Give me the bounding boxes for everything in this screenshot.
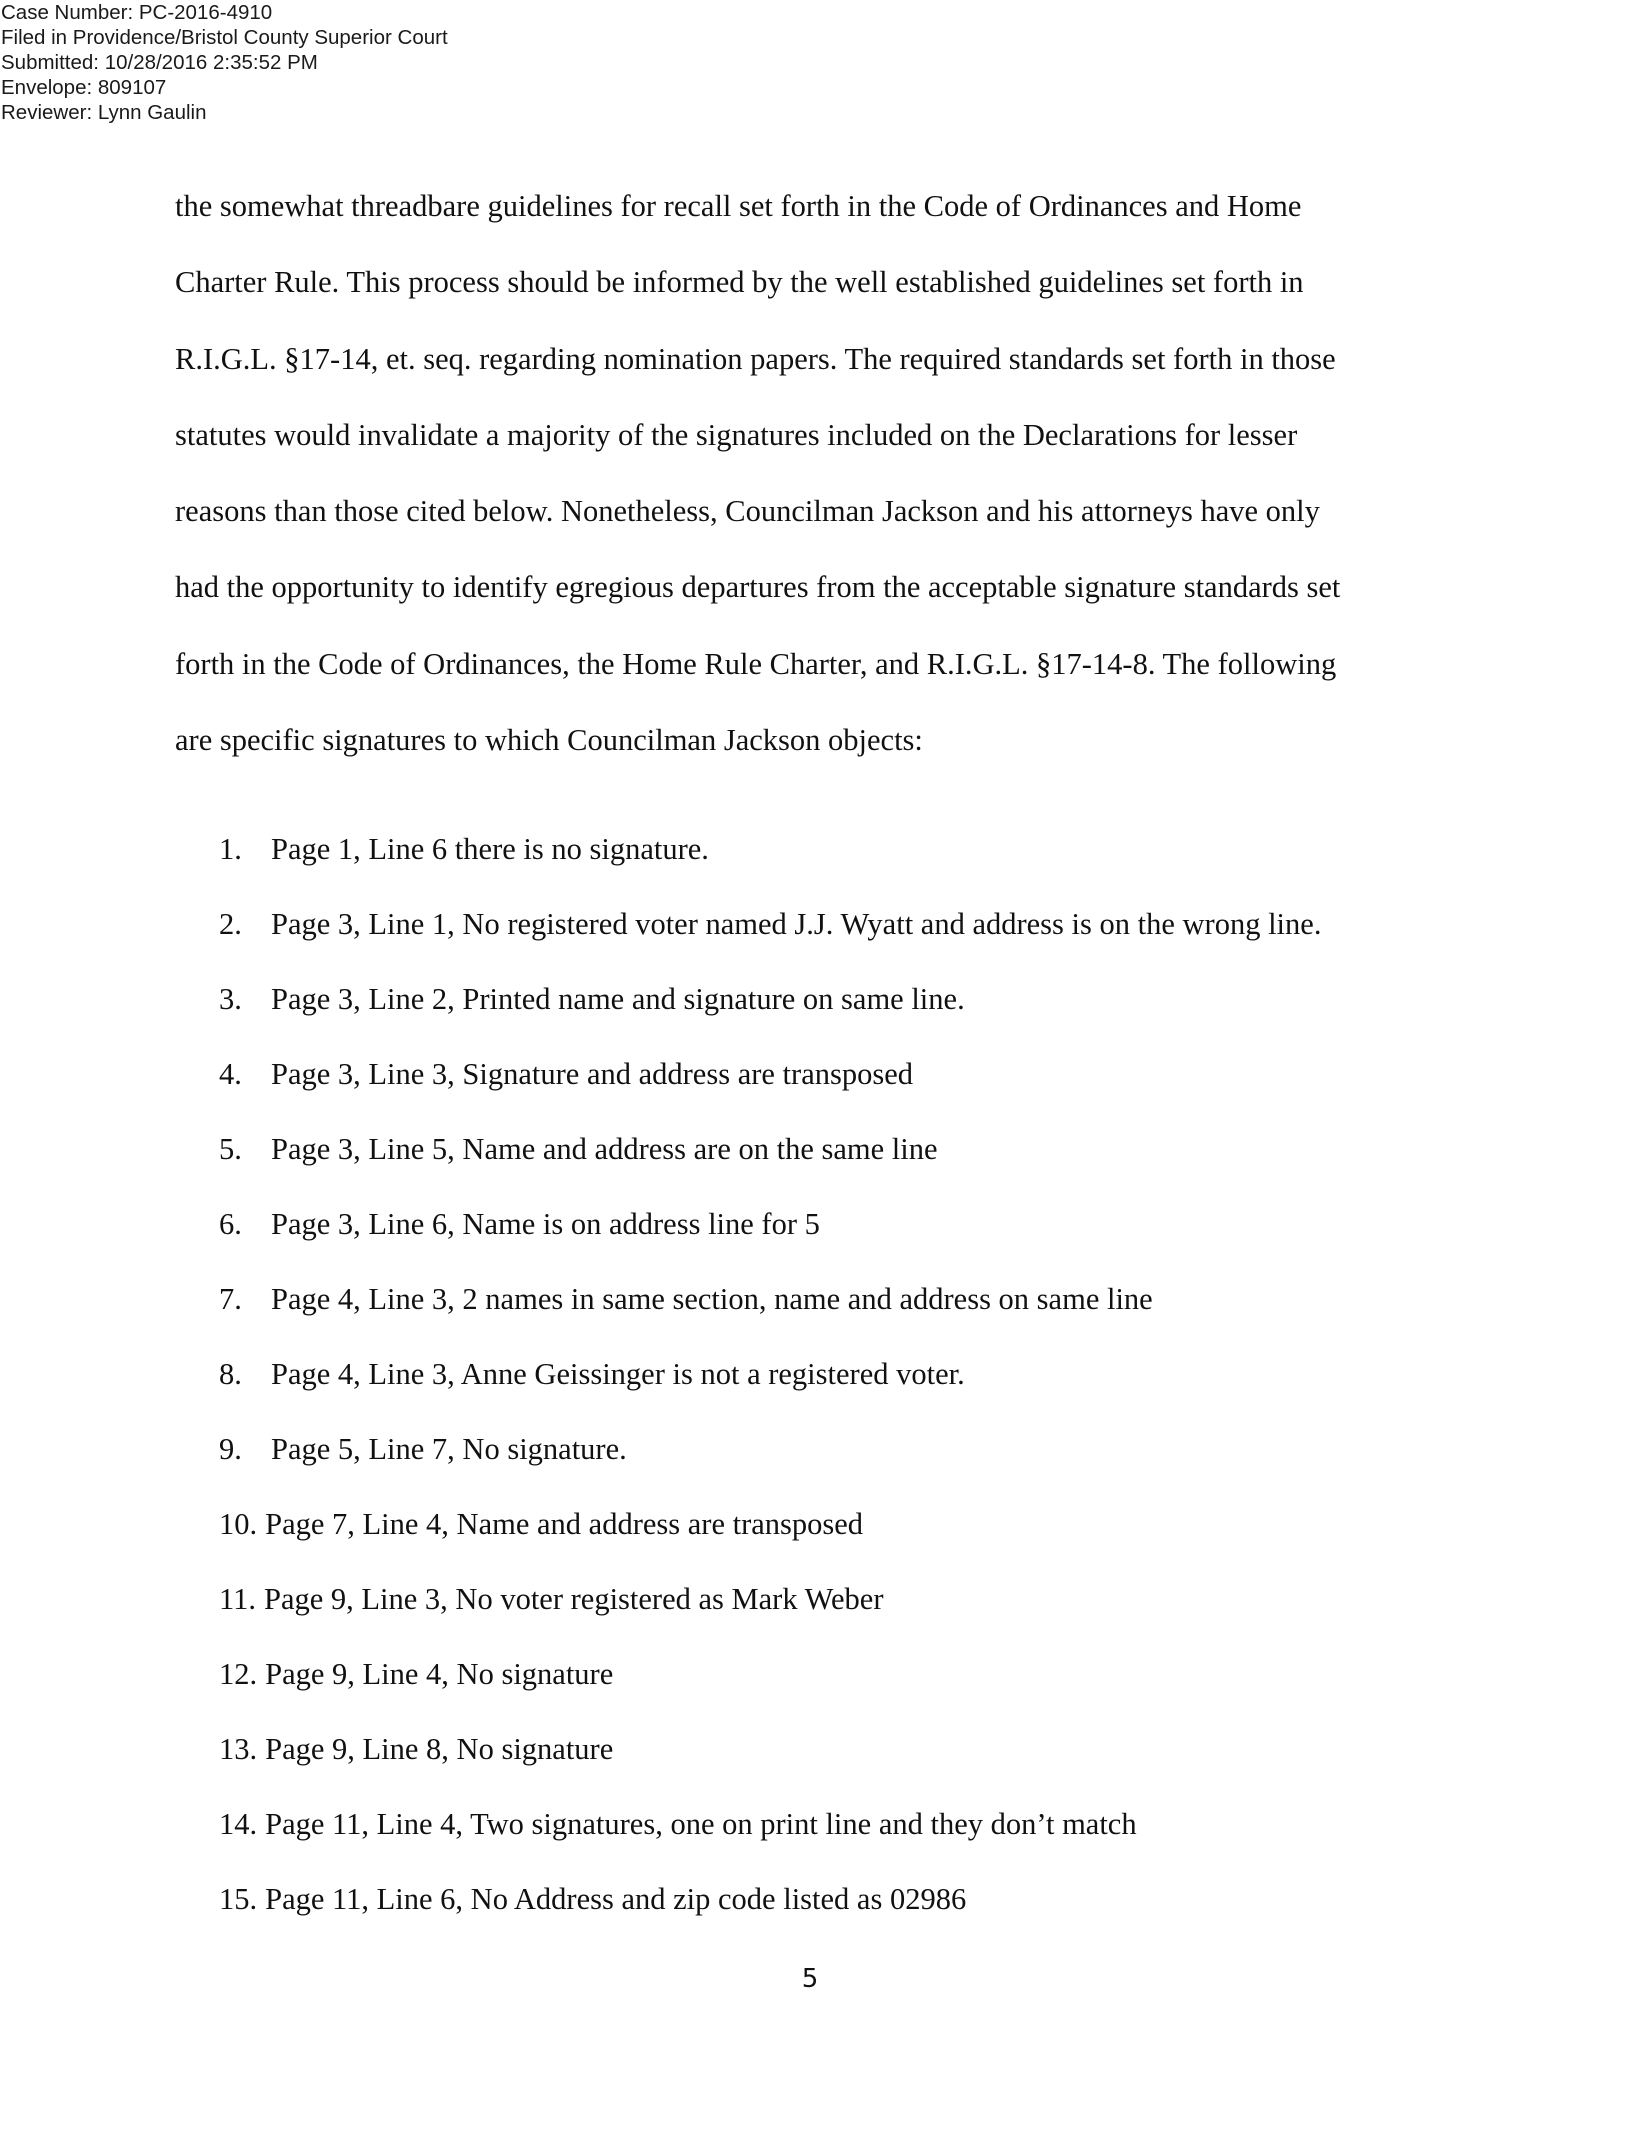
page-number: 5 bbox=[801, 1964, 819, 1994]
submitted-timestamp: Submitted: 10/28/2016 2:35:52 PM bbox=[1, 51, 318, 74]
list-item bbox=[219, 1187, 1321, 1262]
list-item bbox=[219, 1712, 1321, 1787]
case-number: Case Number: PC-2016-4910 bbox=[1, 1, 273, 24]
list-item bbox=[219, 887, 1321, 962]
list-item bbox=[219, 1037, 1321, 1112]
list-item bbox=[219, 1562, 1321, 1637]
list-item-number: 15. bbox=[219, 1882, 258, 1916]
list-item-text: Page 11, Line 4, Two signatures, one on print line and they don’t match bbox=[265, 1807, 1137, 1841]
list-item bbox=[219, 1637, 1321, 1712]
list-item-text: Page 3, Line 6, Name is on address line for 5 bbox=[271, 1207, 820, 1241]
list-item-number: 8. bbox=[219, 1357, 242, 1391]
list-item bbox=[219, 1412, 1321, 1487]
list-item bbox=[219, 1337, 1321, 1412]
list-item-number: 5. bbox=[219, 1132, 242, 1166]
list-item-number: 6. bbox=[219, 1207, 242, 1241]
objections-list bbox=[219, 812, 1321, 1937]
list-item bbox=[219, 1862, 1321, 1937]
body-line: the somewhat threadbare guidelines for recall set forth in the Code of Ordinances and Home bbox=[175, 189, 1302, 223]
list-item-number: 7. bbox=[219, 1282, 242, 1316]
list-item-text: Page 3, Line 3, Signature and address are transposed bbox=[271, 1057, 914, 1091]
body-paragraph bbox=[175, 168, 1475, 778]
list-item bbox=[219, 1487, 1321, 1562]
filing-stamp bbox=[1, 0, 448, 125]
list-item-text: Page 9, Line 4, No signature bbox=[265, 1657, 614, 1691]
list-item-number: 12. bbox=[219, 1657, 258, 1691]
list-item-number: 10. bbox=[219, 1507, 258, 1541]
list-item-text: Page 9, Line 8, No signature bbox=[265, 1732, 614, 1766]
list-item-text: Page 5, Line 7, No signature. bbox=[271, 1432, 627, 1466]
list-item-text: Page 3, Line 1, No registered voter named J.J. Wyatt and address is on the wrong line. bbox=[271, 907, 1322, 941]
body-line: forth in the Code of Ordinances, the Home Rule Charter, and R.I.G.L. §17-14-8. The following bbox=[175, 646, 1337, 681]
list-item bbox=[219, 1262, 1321, 1337]
body-line: statutes would invalidate a majority of the signatures included on the Declarations for lesser bbox=[175, 417, 1298, 452]
body-line: reasons than those cited below. Nonetheless, Councilman Jackson and his attorneys have only bbox=[175, 494, 1320, 529]
list-item-text: Page 11, Line 6, No Address and zip code listed as 02986 bbox=[265, 1882, 967, 1916]
envelope-number: Envelope: 809107 bbox=[1, 76, 167, 99]
list-item-number: 2. bbox=[219, 907, 242, 941]
list-item-text: Page 4, Line 3, 2 names in same section, name and address on same line bbox=[271, 1282, 1153, 1316]
list-item-number: 3. bbox=[219, 982, 242, 1016]
list-item-text: Page 3, Line 2, Printed name and signature on same line. bbox=[271, 982, 965, 1016]
list-item-number: 1. bbox=[219, 832, 242, 866]
body-line: had the opportunity to identify egregious departures from the acceptable signature standards set bbox=[175, 570, 1341, 605]
body-line: Charter Rule. This process should be informed by the well established guidelines set forth in bbox=[175, 265, 1304, 300]
list-item-number: 9. bbox=[219, 1432, 242, 1466]
list-item-text: Page 4, Line 3, Anne Geissinger is not a registered voter. bbox=[271, 1357, 965, 1391]
list-item-number: 14. bbox=[219, 1807, 258, 1841]
list-item bbox=[219, 812, 1321, 887]
reviewer-name: Reviewer: Lynn Gaulin bbox=[1, 101, 207, 124]
list-item-number: 13. bbox=[219, 1732, 258, 1766]
list-item-text: Page 9, Line 3, No voter registered as Mark Weber bbox=[264, 1582, 884, 1616]
list-item-number: 11. bbox=[219, 1582, 256, 1616]
body-line: R.I.G.L. §17-14, et. seq. regarding nomination papers. The required standards set forth in those bbox=[175, 341, 1336, 376]
list-item bbox=[219, 1112, 1321, 1187]
list-item-text: Page 3, Line 5, Name and address are on the same line bbox=[271, 1132, 938, 1166]
list-item-text: Page 7, Line 4, Name and address are transposed bbox=[265, 1507, 864, 1541]
list-item-text: Page 1, Line 6 there is no signature. bbox=[271, 832, 709, 866]
list-item-number: 4. bbox=[219, 1057, 242, 1091]
filed-in-court: Filed in Providence/Bristol County Superior Court bbox=[1, 26, 448, 49]
body-line: are specific signatures to which Councilman Jackson objects: bbox=[175, 723, 923, 758]
list-item bbox=[219, 962, 1321, 1037]
list-item bbox=[219, 1787, 1321, 1862]
